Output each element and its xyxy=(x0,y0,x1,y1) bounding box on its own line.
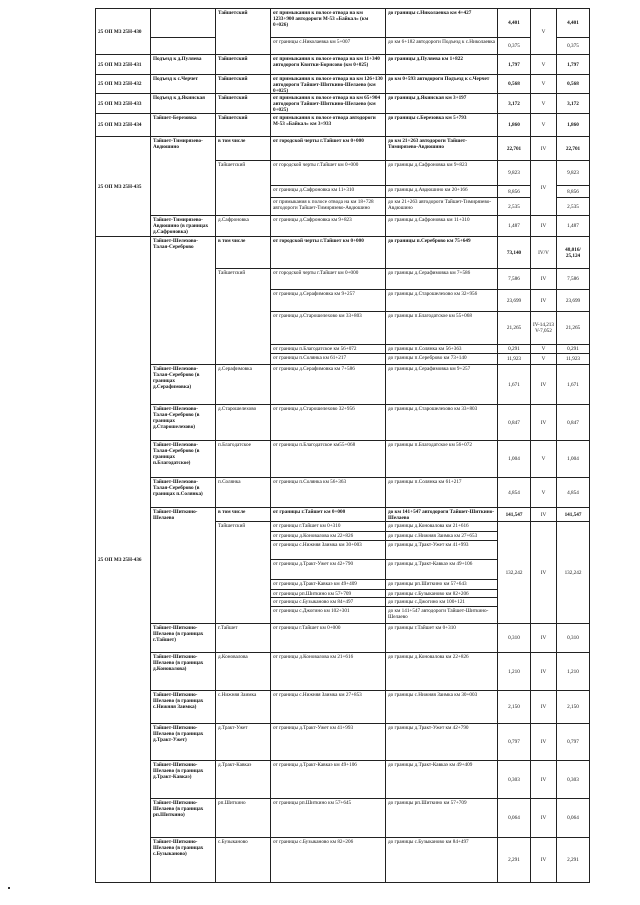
cell-name: Тайшет-Тимирязево-Авдюшино xyxy=(150,136,216,216)
cell-total: 4,854 xyxy=(556,477,590,508)
cell-district: п.Благодатское xyxy=(215,440,271,478)
cell-from: от границы г.Тайшет км 0+310 xyxy=(270,521,386,532)
cell-cat: V xyxy=(530,54,557,75)
cell-district: д.Старошелехово xyxy=(215,404,271,441)
cell-to: до границы п.Сереброво км 75+649 xyxy=(385,236,498,269)
cell-len: 1,487 xyxy=(497,215,531,237)
cell-to: до границы д.Тракт-Ужет км 42+790 xyxy=(385,723,498,761)
cell-district: д.Тракт-Кавкаэ xyxy=(215,760,271,799)
cell-to: до границы д.Сафроновка км 9+823 xyxy=(385,160,498,186)
cell-len: 7,586 xyxy=(497,268,531,290)
cell-len: 11,923 xyxy=(497,353,531,365)
cell-total: 1,797 xyxy=(556,54,590,75)
cell-cat: IV xyxy=(530,160,557,216)
cell-name: Тайшет-Шиткино-Шелаево (в границах д.Тракт-Кавкаэ) xyxy=(150,760,216,799)
cell-total: 23,699 xyxy=(556,289,590,312)
cell-to: до границы д.Коновалова км 22+826 xyxy=(385,652,498,691)
cell-district: рп.Шиткино xyxy=(215,798,271,838)
cell-from: от границы д.Тракт-Кавкаэ км 49+409 xyxy=(270,579,386,590)
cell-len: 1,797 xyxy=(497,54,531,75)
cell-from: от примыкания к полосе отвода на км 126+130 автодороги Тайшет-Шиткино-Шелаево (км 0+025) xyxy=(270,74,386,94)
cell-from: от границы д.Серафимовка км 9+257 xyxy=(270,289,386,312)
cell-from: от границы п.Благодатское км55+068 xyxy=(270,440,386,478)
cell-code: 25 ОП МЗ 25Н-430 xyxy=(95,8,151,55)
cell-total: 9,823 xyxy=(556,160,590,186)
cell-name: Подъезд к д.Пуляева xyxy=(150,54,216,75)
cell-to: до границы с.Джогино км 100+121 xyxy=(385,597,498,607)
cell-cat: IV xyxy=(530,623,557,653)
cell-len: 141,547 xyxy=(497,507,531,522)
cell-name xyxy=(150,37,216,55)
cell-to: до границы п.Сереброво км 73+140 xyxy=(385,353,498,365)
cell-name: Подъезд к с.Черчет xyxy=(150,74,216,94)
cell-to: до границы рп.Шиткино км 57+643 xyxy=(385,579,498,590)
cell-district: Тайшетский xyxy=(215,160,271,216)
cell-len: 2,291 xyxy=(497,837,531,883)
cell-total: 132,242 xyxy=(556,521,590,624)
cell-total: 0,375 xyxy=(556,37,590,55)
cell-to: до границы д.Коновалова км 21+616 xyxy=(385,521,498,532)
cell-total: 2,291 xyxy=(556,837,590,883)
cell-district: д.Сафроновка xyxy=(215,215,271,237)
cell-len: 0,303 xyxy=(497,760,531,799)
cell-len: 0,568 xyxy=(497,74,531,94)
cell-to: до км 6+182 автодороги Подъезд к с.Николаевка xyxy=(385,37,498,55)
cell-district: п.Солянка xyxy=(215,477,271,508)
cell-code: 25 ОП МЗ 25Н-431 xyxy=(95,54,151,75)
cell-cat: IV xyxy=(530,215,557,237)
cell-len: 1,004 xyxy=(497,440,531,478)
cell-from: от границы д.Серафимовка км 7+586 xyxy=(270,364,386,405)
cell-from: от границы с.Бузыканово км 84+497 xyxy=(270,597,386,607)
cell-total: 3,172 xyxy=(556,93,590,114)
cell-cat: IV xyxy=(530,837,557,883)
cell-from: от границы п.Благодатское км 56+072 xyxy=(270,344,386,354)
cell-cat: V xyxy=(530,344,557,354)
cell-to: до границы рп.Шиткино км 57+709 xyxy=(385,798,498,838)
cell-len: 0,847 xyxy=(497,404,531,441)
cell-cat: IV xyxy=(530,289,557,312)
cell-from: от границы д.Коновалова км 22+826 xyxy=(270,531,386,541)
cell-to: до границы г.Тайшет км 0+310 xyxy=(385,623,498,653)
cell-cat: IV xyxy=(530,798,557,838)
cell-total: 48,016/ 25,124 xyxy=(556,236,590,269)
cell-to: до границы д.Старошелехово км 32+956 xyxy=(385,289,498,312)
cell-district: с.Бузыканово xyxy=(215,837,271,883)
cell-from: от примыкания к полосе отвода на км 11+340 автодороги Квитки-Борисово (км 0+025) xyxy=(270,54,386,75)
cell-to: до границы п.Солянка км 61+217 xyxy=(385,477,498,508)
cell-total: 1,004 xyxy=(556,440,590,478)
cell-from: от границы с.Нижняя Заимка км 27+853 xyxy=(270,690,386,724)
cell-total: 8,856 xyxy=(556,185,590,198)
cell-name: Подъезд к д.Якинская xyxy=(150,93,216,114)
cell-cat: V xyxy=(530,8,557,55)
cell-from: от примыкания к полосе отвода на км 18+728 автодороги Тайшет-Тимирязево-Авдюшино xyxy=(270,197,386,216)
cell-cat: V xyxy=(530,113,557,137)
cell-to: до км 0+593 автодороги Подъезд к с.Черчет xyxy=(385,74,498,94)
cell-cat: IV xyxy=(530,404,557,441)
cell-to: до границы п.Благодатское км 56+072 xyxy=(385,440,498,478)
cell-district: Тайшетский xyxy=(215,113,271,137)
cell-cat: V xyxy=(530,353,557,365)
cell-from: от границы с.Николаевка км 5+007 xyxy=(270,37,386,55)
cell-len: 2,150 xyxy=(497,690,531,724)
cell-to: до границы с.Нижняя Заимка км 30+003 xyxy=(385,690,498,724)
cell-name: Тайшет-Шиткино-Шелаево (в границах с.Бузыканово) xyxy=(150,837,216,883)
cell-code: 25 ОП МЗ 25Н-436 xyxy=(95,236,151,883)
cell-len: 9,823 xyxy=(497,160,531,186)
cell-to: до границы с.Нижняя Заимка км 27+653 xyxy=(385,531,498,541)
cell-name: Тайшет-Шиткино-Шелаево xyxy=(150,507,216,624)
cell-to: до границы д.Тракт-Ужет км 41+993 xyxy=(385,540,498,560)
cell-name: Тайшет-Шелехово-Талая-Сереброво xyxy=(150,236,216,365)
cell-total: 2,535 xyxy=(556,197,590,216)
cell-name: Тайшет-Шиткино-Шелаево (в границах г.Тайшет) xyxy=(150,623,216,653)
cell-to: до границы д.Сафроновка км 11+310 xyxy=(385,215,498,237)
cell-to: до границы с.Березовка км 5+793 xyxy=(385,113,498,137)
cell-cat: IV xyxy=(530,364,557,405)
cell-name: Тайшет-Березовка xyxy=(150,113,216,137)
page-mark xyxy=(8,887,10,889)
cell-from: от границы с.Джогино км 102+301 xyxy=(270,606,386,624)
cell-district: Тайшетский xyxy=(215,54,271,75)
cell-from: от границы г.Тайшет км 0+000 xyxy=(270,507,386,522)
cell-from: от границы с.Бузыканово км 82+206 xyxy=(270,837,386,883)
cell-cat: V xyxy=(530,93,557,114)
cell-from: от городской черты г.Тайшет км 0+000 xyxy=(270,136,386,161)
cell-district: д.Тракт-Ужет xyxy=(215,723,271,761)
cell-district: с.Нижняя Заимка xyxy=(215,690,271,724)
cell-name xyxy=(150,8,216,38)
cell-code: 25 ОП МЗ 25Н-435 xyxy=(95,136,151,237)
cell-cat: IV xyxy=(530,136,557,161)
cell-district: в том числе xyxy=(215,236,271,269)
cell-cat: IV xyxy=(530,268,557,290)
cell-from: от границы рп.Шиткино км 57+645 xyxy=(270,798,386,838)
cell-len: 1,860 xyxy=(497,113,531,137)
cell-len: 1,210 xyxy=(497,652,531,691)
cell-name: Тайшет-Шиткино-Шелаево (в границах д.Тракт-Ужет) xyxy=(150,723,216,761)
cell-to: до границы с.Бузыканово км 84+497 xyxy=(385,837,498,883)
cell-total: 21,265 xyxy=(556,311,590,345)
cell-name: Тайшет-Шиткино-Шелаево (в границах с.Нижняя Заимка) xyxy=(150,690,216,724)
cell-cat: IV xyxy=(530,723,557,761)
cell-from: от примыкания к полосе отвода автодороги М-53 «Байкал» км 3+933 xyxy=(270,113,386,137)
cell-to: до границы п.Благодатское км 55+068 xyxy=(385,311,498,345)
cell-name: Тайшет-Шелехово-Талая-Сереброво (в границах п.Солянка) xyxy=(150,477,216,508)
cell-from: от границы д.Коновалова км 21+616 xyxy=(270,652,386,691)
cell-total: 22,701 xyxy=(556,136,590,161)
cell-name: Тайшет-Шелехово-Талая-Сереброво (в границах д.Старошелехово) xyxy=(150,404,216,441)
cell-name: Тайшет-Тимирязево-Авдюшино (в границах д.Сафроновка) xyxy=(150,215,216,237)
cell-from: от границы д.Сафроновка км 9+823 xyxy=(270,215,386,237)
cell-to: до км 141+547 автодороги Тайшет-Шиткино-Шелаево xyxy=(385,507,498,522)
cell-to: до границы д.Пуляева км 1+822 xyxy=(385,54,498,75)
cell-district: Тайшетский xyxy=(215,93,271,114)
cell-from: от городской черты г.Тайшет км 0+000 xyxy=(270,236,386,269)
cell-len: 73,140 xyxy=(497,236,531,269)
cell-district: д.Серафимовка xyxy=(215,364,271,405)
cell-cat: IV-14,213 V-7,052 xyxy=(530,311,557,345)
cell-cat: V xyxy=(530,440,557,478)
cell-len: 0,797 xyxy=(497,723,531,761)
cell-len: 22,701 xyxy=(497,136,531,161)
cell-name: Тайшет-Шиткино-Шелаево (в границах д.Коновалова) xyxy=(150,652,216,691)
cell-len: 132,242 xyxy=(497,521,531,624)
cell-to: до км 141+547 автодороги Тайшет-Шиткино-Шелаево xyxy=(385,606,498,624)
cell-len: 4,401 xyxy=(497,8,531,38)
cell-total: 1,671 xyxy=(556,364,590,405)
cell-from: от примыкания к полосе отвода на км 65+904 автодороги Тайшет-Шиткино-Шелаево (км 0+025) xyxy=(270,93,386,114)
cell-to: до границы д.Серафимовка км 7+586 xyxy=(385,268,498,290)
cell-name: Тайшет-Шиткино-Шелаево (в границах рп.Шиткино) xyxy=(150,798,216,838)
cell-total: 0,847 xyxy=(556,404,590,441)
cell-district: Тайшетский xyxy=(215,268,271,365)
cell-total: 11,923 xyxy=(556,353,590,365)
cell-from: от границы п.Солянка км 56+363 xyxy=(270,477,386,508)
cell-to: до границы п.Солянка км 56+363 xyxy=(385,344,498,354)
cell-district: Тайшетский xyxy=(215,8,271,55)
cell-len: 3,172 xyxy=(497,93,531,114)
cell-len: 0,064 xyxy=(497,798,531,838)
cell-to: до границы д.Серафимовка км 9+257 xyxy=(385,364,498,405)
cell-from: от границы с.Нижняя Заимка км 30+003 xyxy=(270,540,386,560)
cell-district: Тайшетский xyxy=(215,521,271,624)
cell-name: Тайшет-Шелехово-Талая-Сереброво (в границах п.Благодатское) xyxy=(150,440,216,478)
cell-district: г.Тайшет xyxy=(215,623,271,653)
cell-total: 0,064 xyxy=(556,798,590,838)
cell-total: 7,586 xyxy=(556,268,590,290)
cell-cat: IV xyxy=(530,521,557,624)
cell-to: до границы д.Авдюшино км 20+166 xyxy=(385,185,498,198)
cell-from: от городской черты г.Тайшет км 0+000 xyxy=(270,160,386,186)
cell-code: 25 ОП МЗ 25Н-433 xyxy=(95,93,151,114)
cell-to: до км 21+263 автодороги Тайшет-Тимирязево-Авдюшино xyxy=(385,136,498,161)
cell-total: 4,401 xyxy=(556,8,590,38)
cell-to: до границы с.Николаевка км 4+427 xyxy=(385,8,498,38)
cell-from: от границы д.Старошелехово 32+956 xyxy=(270,404,386,441)
cell-from: от границы д.Старошелехово км 33+803 xyxy=(270,311,386,345)
cell-to: до км 21+263 автодороги Тайшет-Тимирязево-Авдюшино xyxy=(385,197,498,216)
cell-len: 21,265 xyxy=(497,311,531,345)
cell-cat: V xyxy=(530,477,557,508)
cell-total: 1,860 xyxy=(556,113,590,137)
cell-from: от границы д.Тракт-Кавкаэ км 49+106 xyxy=(270,760,386,799)
cell-code: 25 ОП МЗ 25Н-434 xyxy=(95,113,151,137)
cell-len: 8,856 xyxy=(497,185,531,198)
cell-district: Тайшетский xyxy=(215,74,271,94)
cell-total: 0,310 xyxy=(556,623,590,653)
cell-cat: V xyxy=(530,74,557,94)
cell-len: 0,375 xyxy=(497,37,531,55)
cell-district: в том числе xyxy=(215,136,271,161)
cell-total: 141,547 xyxy=(556,507,590,522)
cell-code: 25 ОП МЗ 25Н-432 xyxy=(95,74,151,94)
cell-from: от примыкания к полосе отвода на км 1233+900 автодороги М-53 «Байкал» (км 0+026) xyxy=(270,8,386,38)
cell-district: в том числе xyxy=(215,507,271,522)
cell-len: 0,310 xyxy=(497,623,531,653)
cell-total: 0,291 xyxy=(556,344,590,354)
cell-len: 0,291 xyxy=(497,344,531,354)
cell-from: от границы д.Сафроновка км 11+310 xyxy=(270,185,386,198)
cell-to: до границы с.Бузыканово км 82+206 xyxy=(385,589,498,598)
cell-district: д.Коновалова xyxy=(215,652,271,691)
cell-name: Тайшет-Шелехово-Талая-Сереброво (в границах д.Серафимовка) xyxy=(150,364,216,405)
cell-len: 23,699 xyxy=(497,289,531,312)
cell-from: от городской черты г.Тайшет км 0+000 xyxy=(270,268,386,290)
cell-cat: IV xyxy=(530,760,557,799)
cell-total: 0,797 xyxy=(556,723,590,761)
cell-to: до границы д.Тракт-Кавкаэ км 49+409 xyxy=(385,760,498,799)
cell-total: 1,210 xyxy=(556,652,590,691)
cell-to: до границы д.Старошелехово км 33+803 xyxy=(385,404,498,441)
cell-total: 1,487 xyxy=(556,215,590,237)
cell-len: 1,671 xyxy=(497,364,531,405)
cell-from: от границы г.Тайшет км 0+000 xyxy=(270,623,386,653)
cell-total: 0,568 xyxy=(556,74,590,94)
cell-cat: IV/V xyxy=(530,236,557,269)
cell-len: 4,854 xyxy=(497,477,531,508)
cell-from: от границы д.Тракт-Ужет км 42+790 xyxy=(270,559,386,580)
cell-total: 2,150 xyxy=(556,690,590,724)
cell-cat: IV xyxy=(530,690,557,724)
cell-from: от границы п.Солянка км 61+217 xyxy=(270,353,386,365)
cell-cat: IV xyxy=(530,652,557,691)
cell-to: до границы д.Тракт-Кавкаэ км 49+106 xyxy=(385,559,498,580)
cell-from: от границы д.Тракт-Ужет км 41+993 xyxy=(270,723,386,761)
cell-to: до границы д.Якинская км 3+197 xyxy=(385,93,498,114)
cell-cat: IV xyxy=(530,507,557,522)
cell-from: от границы рп.Шиткино км 57+709 xyxy=(270,589,386,598)
cell-total: 0,303 xyxy=(556,760,590,799)
cell-len: 2,535 xyxy=(497,197,531,216)
